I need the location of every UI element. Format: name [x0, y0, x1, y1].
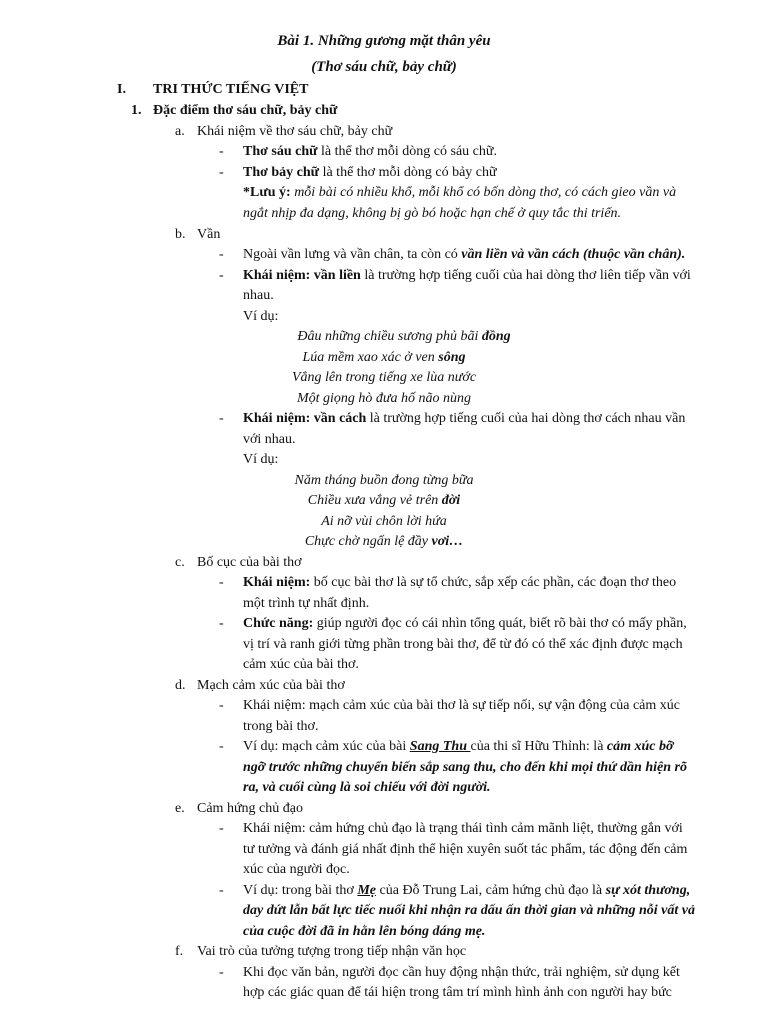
f-bullet-1-line-2: hợp các giác quan để tái hiện trong tâm trí mình hình ảnh con người hay bức — [243, 985, 672, 1000]
bullet-dash: - — [219, 247, 224, 262]
item-f-heading: Vai trò của tưởng tượng trong tiếp nhận văn học — [197, 944, 467, 959]
c-bullet-1-line-1: Khái niệm: bố cục bài thơ là sự tổ chức, sắp xếp các phần, các đoạn thơ theo — [243, 575, 677, 590]
a-note-line-1: *Lưu ý: mỗi bài có nhiều khổ, mỗi khổ có bốn dòng thơ, có cách gieo vần và — [243, 185, 677, 200]
f-bullet-1-line-1: Khi đọc văn bản, người đọc cần huy động nhận thức, trải nghiệm, sử dụng kết — [243, 965, 680, 980]
poem-1-line-1: Đâu những chiều sương phủ bãi đồng — [297, 329, 511, 344]
bullet-dash: - — [219, 616, 224, 631]
a-bullet-1: Thơ sáu chữ là thể thơ mỗi dòng có sáu chữ. — [243, 144, 497, 159]
d-bullet-2-line-2: ngỡ trước những chuyển biến sắp sang thu, cho đến khi mọi thứ dần hiện rõ — [243, 760, 687, 775]
item-d-heading: Mạch cảm xúc của bài thơ — [197, 678, 345, 693]
item-d-marker: d. — [175, 678, 186, 693]
section-roman: I. — [117, 82, 126, 97]
c-bullet-1-line-2: một trình tự nhất định. — [243, 596, 370, 611]
d-bullet-2-line-1: Ví dụ: mạch cảm xúc của bài Sang Thu của thi sĩ Hữu Thỉnh: là cảm xúc bỡ — [243, 739, 674, 754]
bullet-dash: - — [219, 698, 224, 713]
example-label: Ví dụ: — [243, 309, 279, 324]
poem-2-line-4: Chực chờ ngấn lệ đầy vơi… — [304, 534, 464, 549]
a-bullet-2: Thơ bảy chữ là thể thơ mỗi dòng có bảy chữ — [243, 165, 497, 180]
poem-1-line-2: Lúa mềm xao xác ở ven sông — [302, 350, 466, 365]
item-e-marker: e. — [175, 801, 185, 816]
c-bullet-2-line-1: Chức năng: giúp người đọc có cái nhìn tổng quát, biết rõ bài thơ có mấy phần, — [243, 616, 687, 631]
subsection-heading: Đặc điểm thơ sáu chữ, bảy chữ — [153, 103, 338, 118]
c-bullet-2-line-2: vị trí và ranh giới từng phần trong bài thơ, để từ đó có thể xác định được mạch — [243, 637, 683, 652]
poem-1-line-3: Vẳng lên trong tiếng xe lùa nước — [291, 370, 477, 385]
b-bullet-2-line-2: nhau. — [243, 288, 274, 303]
e-bullet-1-line-3: xúc của người đọc. — [243, 862, 350, 877]
subsection-number: 1. — [131, 103, 142, 118]
bullet-dash: - — [219, 165, 224, 180]
bullet-dash: - — [219, 575, 224, 590]
b-bullet-3-line-2: với nhau. — [243, 432, 296, 447]
item-c-marker: c. — [175, 555, 185, 570]
bullet-dash: - — [219, 411, 224, 426]
section-heading: TRI THỨC TIẾNG VIỆT — [153, 82, 309, 97]
bullet-dash: - — [219, 268, 224, 283]
bullet-dash: - — [219, 883, 224, 898]
item-a-marker: a. — [175, 124, 185, 139]
b-bullet-2-line-1: Khái niệm: vần liền là trường hợp tiếng cuối của hai dòng thơ liên tiếp vần với — [243, 268, 691, 283]
lesson-title: Bài 1. Những gương mặt thân yêu — [277, 33, 491, 49]
example-label: Ví dụ: — [243, 452, 279, 467]
bullet-dash: - — [219, 821, 224, 836]
poem-1-line-4: Một giọng hò đưa hố não nùng — [296, 391, 472, 406]
d-bullet-1-line-1: Khái niệm: mạch cảm xúc của bài thơ là sự tiếp nối, sự vận động của cảm xúc — [243, 698, 681, 713]
item-c-heading: Bố cục của bài thơ — [197, 555, 302, 570]
item-f-marker: f. — [175, 944, 184, 959]
e-bullet-1-line-1: Khái niệm: cảm hứng chủ đạo là trạng thái tình cảm mãnh liệt, thường gắn với — [243, 821, 683, 836]
lesson-subtitle: (Thơ sáu chữ, bảy chữ) — [311, 59, 457, 75]
e-bullet-2-line-3: của cuộc đời đã in hằn lên bóng dáng mẹ. — [243, 924, 486, 939]
b-bullet-3-line-1: Khái niệm: vần cách là trường hợp tiếng cuối của hai dòng thơ cách nhau vần — [243, 411, 686, 426]
bullet-dash: - — [219, 965, 224, 980]
poem-2-line-2: Chiều xưa vắng vẻ trên đời — [307, 493, 461, 508]
poem-2-line-3: Ai nỡ vùi chôn lời hứa — [321, 514, 447, 529]
item-e-heading: Cảm hứng chủ đạo — [197, 801, 303, 816]
item-b-heading: Vần — [197, 227, 221, 242]
poem-2-line-1: Năm tháng buồn đong từng bữa — [294, 473, 474, 488]
item-b-marker: b. — [175, 227, 186, 242]
d-bullet-2-line-3: ra, và cuối cùng là soi chiếu với đời người. — [243, 780, 491, 795]
item-a-heading: Khái niệm về thơ sáu chữ, bảy chữ — [197, 124, 393, 139]
b-bullet-1: Ngoài vần lưng và vần chân, ta còn có vần liền và vần cách (thuộc vần chân). — [243, 247, 686, 262]
bullet-dash: - — [219, 144, 224, 159]
a-note-line-2: ngắt nhịp đa dạng, không bị gò bó hoặc hạn chế ở quy tắc thi triển. — [243, 206, 622, 221]
c-bullet-2-line-3: cảm xúc của bài thơ. — [243, 657, 359, 672]
d-bullet-1-line-2: trong bài thơ. — [243, 719, 319, 734]
e-bullet-2-line-2: day dứt lẫn bất lực tiếc nuối khi nhận ra dấu ấn thời gian và những nỗi vất vả — [243, 903, 695, 918]
e-bullet-1-line-2: tư tưởng và đánh giá nhất định thể hiện xuyên suốt tác phẩm, tác động đến cảm — [243, 842, 688, 857]
bullet-dash: - — [219, 739, 224, 754]
e-bullet-2-line-1: Ví dụ: trong bài thơ Mẹ của Đỗ Trung Lai, cảm hứng chủ đạo là sự xót thương, — [243, 883, 691, 898]
